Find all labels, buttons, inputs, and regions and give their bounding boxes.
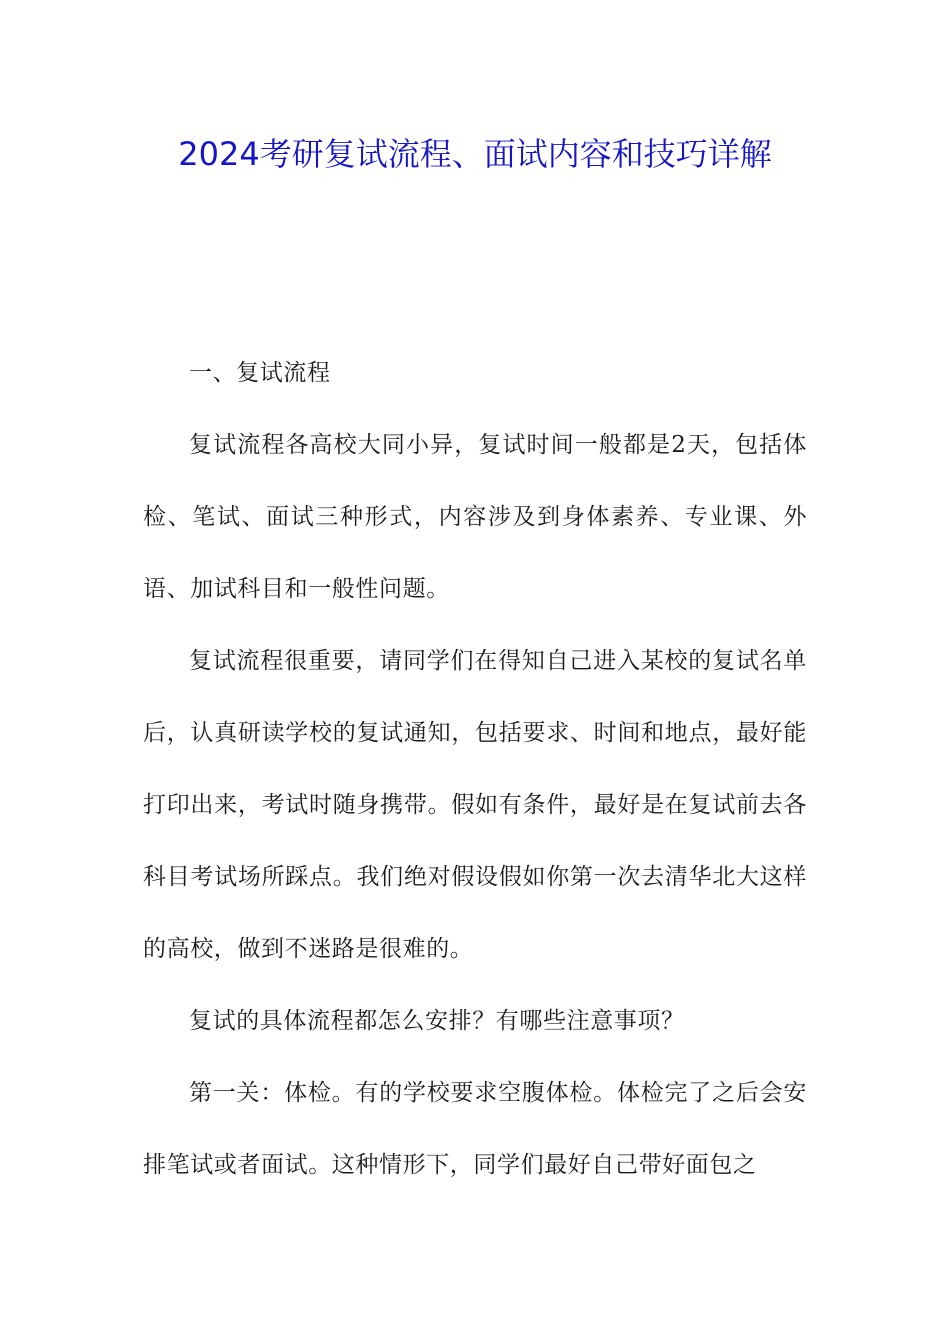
paragraph: 复试流程很重要，请同学们在得知自己进入某校的复试名单后，认真研读学校的复试通知，包括要求、时间和地点，最好能打印出来，考试时随身携带。假如有条件，最好是在复试前去各科目考试场所踩点。我们绝对假设假如你第一次去清华北大这样的高校，做到不迷路是很难的。 bbox=[143, 648, 807, 962]
paragraph: 复试的具体流程都怎么安排？有哪些注意事项？ bbox=[189, 1008, 685, 1034]
section-heading: 一、复试流程 bbox=[189, 360, 331, 386]
document-body bbox=[143, 337, 807, 1201]
paragraph: 复试流程各高校大同小异，复试时间一般都是2天，包括体检、笔试、面试三种形式，内容涉及到身体素养、专业课、外语、加试科目和一般性问题。 bbox=[143, 432, 807, 602]
paragraph: 第一关：体检。有的学校要求空腹体检。体检完了之后会安排笔试或者面试。这种情形下，同学们最好自己带好面包之 bbox=[143, 1080, 807, 1178]
document-title: 2024考研复试流程、面试内容和技巧详解 bbox=[178, 135, 772, 173]
